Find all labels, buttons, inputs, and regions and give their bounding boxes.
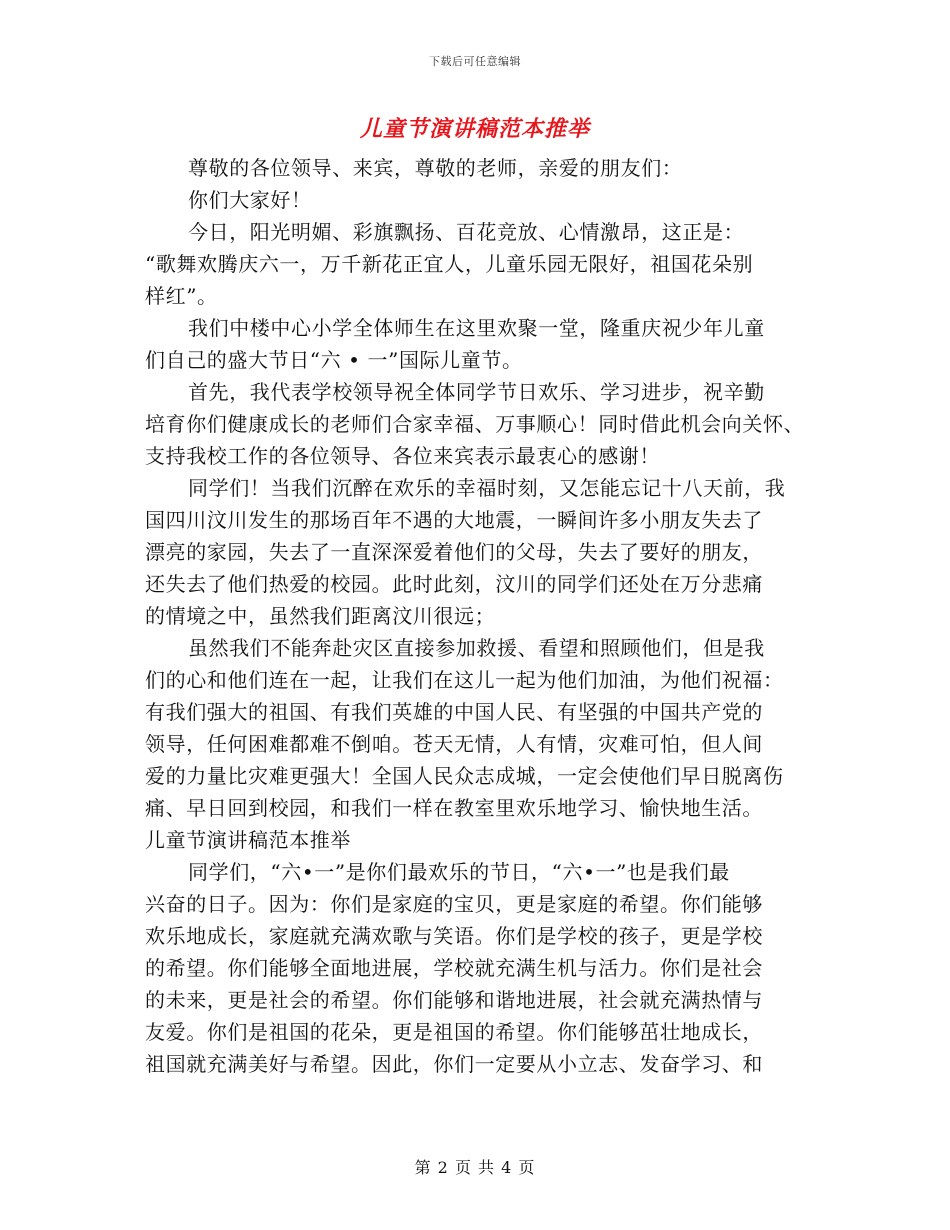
- paragraph-line: 同学们，“六•一”是你们最欢乐的节日，“六•一”也是我们最: [188, 860, 730, 884]
- paragraph-line: 痛、早日回到校园，和我们一样在教室里欢乐地学习、愉快地生活。: [145, 796, 763, 820]
- paragraph-line: 你们大家好！: [188, 188, 312, 212]
- paragraph-line: 漂亮的家园，失去了一直深深爱着他们的父母，失去了要好的朋友，: [145, 540, 763, 564]
- paragraph-line: 兴奋的日子。因为：你们是家庭的宝贝，更是家庭的希望。你们能够: [145, 892, 763, 916]
- paragraph-line: 们的心和他们连在一起，让我们在这儿一起为他们加油，为他们祝福：: [145, 668, 784, 692]
- document-title: 儿童节演讲稿范本推举: [359, 116, 590, 142]
- paragraph-line: 同学们！当我们沉醉在欢乐的幸福时刻，又怎能忘记十八天前，我: [188, 476, 786, 500]
- paragraph-line: 的未来，更是社会的希望。你们能够和谐地进展，社会就充满热情与: [145, 988, 763, 1012]
- paragraph-line: 欢乐地成长，家庭就充满欢歌与笑语。你们是学校的孩子，更是学校: [145, 924, 763, 948]
- paragraph-line: 虽然我们不能奔赴灾区直接参加救援、看望和照顾他们，但是我: [188, 636, 765, 660]
- paragraph-line: 样红”。: [145, 284, 218, 308]
- header-note: 下载后可任意编辑: [429, 55, 521, 68]
- paragraph-line: 领导，任何困难都难不倒咱。苍天无情，人有情，灾难可怕，但人间: [145, 732, 763, 756]
- paragraph-line: 爱的力量比灾难更强大！全国人民众志成城，一定会使他们早日脱离伤: [145, 764, 784, 788]
- paragraph-line: 首先，我代表学校领导祝全体同学节日欢乐、学习进步，祝辛勤: [188, 380, 765, 404]
- paragraph-line: 培育你们健康成长的老师们合家幸福、万事顺心！同时借此机会向关怀、: [145, 412, 805, 436]
- paragraph-line: 友爱。你们是祖国的花朵，更是祖国的希望。你们能够茁壮地成长，: [145, 1020, 763, 1044]
- paragraph-line: 祖国就充满美好与希望。因此，你们一定要从小立志、发奋学习、和: [145, 1052, 763, 1076]
- paragraph-line: 我们中楼中心小学全体师生在这里欢聚一堂，隆重庆祝少年儿童: [188, 316, 765, 340]
- paragraph-line: “歌舞欢腾庆六一，万千新花正宜人，儿童乐园无限好，祖国花朵别: [145, 252, 754, 276]
- paragraph-line: 们自己的盛大节日“六 • 一”国际儿童节。: [145, 348, 523, 372]
- paragraph-line: 尊敬的各位领导、来宾，尊敬的老师，亲爱的朋友们：: [188, 156, 683, 180]
- document-body: [145, 152, 805, 1080]
- paragraph-line: 的希望。你们能够全面地进展，学校就充满生机与活力。你们是社会: [145, 956, 763, 980]
- page-number: 第 2 页 共 4 页: [414, 1158, 536, 1177]
- paragraph-line: 支持我校工作的各位领导、各位来宾表示最衷心的感谢！: [145, 444, 660, 468]
- paragraph-line: 国四川汶川发生的那场百年不遇的大地震，一瞬间许多小朋友失去了: [145, 508, 763, 532]
- paragraph-line: 今日，阳光明媚、彩旗飘扬、百花竞放、心情激昂，这正是：: [188, 220, 745, 244]
- paragraph-line: 有我们强大的祖国、有我们英雄的中国人民、有坚强的中国共产党的: [145, 700, 763, 724]
- paragraph-line: 的情境之中，虽然我们距离汶川很远；: [145, 604, 496, 628]
- paragraph-line: 还失去了他们热爱的校园。此时此刻，汶川的同学们还处在万分悲痛: [145, 572, 763, 596]
- section-heading: 儿童节演讲稿范本推举: [145, 828, 351, 852]
